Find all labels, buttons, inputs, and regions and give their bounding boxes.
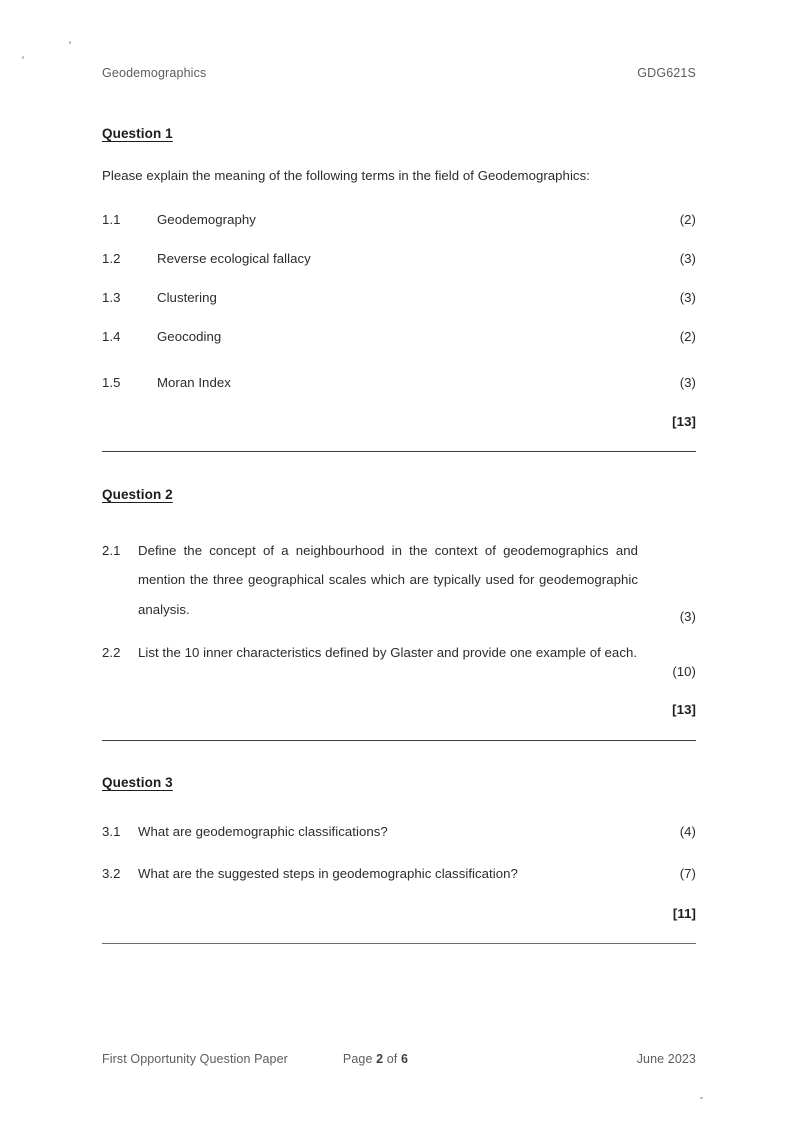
footer-page-indicator — [288, 1052, 637, 1066]
item-marks: (3) — [679, 375, 696, 390]
question-1-total: [13] — [672, 414, 696, 429]
question-item-1-1 — [102, 212, 696, 227]
question-block-2 — [102, 487, 696, 717]
question-2-total: [13] — [672, 702, 696, 718]
item-marks: (2) — [679, 212, 696, 227]
item-text: Moran Index — [157, 375, 231, 390]
item-text: Clustering — [157, 290, 217, 305]
question-block-1 — [102, 126, 696, 429]
section-divider-1 — [102, 451, 696, 452]
question-item-2-2 — [102, 643, 696, 681]
footer-page-total: 6 — [400, 1052, 408, 1066]
item-marks: (7) — [679, 866, 696, 882]
item-marks: (10) — [672, 663, 696, 679]
question-block-3 — [102, 775, 696, 921]
item-text: What are the suggested steps in geodemographic classification? — [138, 866, 518, 882]
page-footer — [102, 1052, 696, 1066]
question-item-3-1 — [102, 824, 696, 839]
item-text: Geodemography — [157, 212, 256, 227]
question-3-total: [11] — [672, 906, 696, 922]
item-marks: (3) — [679, 290, 696, 305]
item-text: Define the concept of a neighbourhood in the context of geodemographics and mention the three geographical scales which are typically used for geodemographic analysis. — [138, 543, 638, 617]
footer-page-number: 2 — [376, 1052, 384, 1066]
footer-paper-type: First Opportunity Question Paper — [102, 1052, 288, 1066]
item-text: Geocoding — [157, 329, 222, 344]
question-3-heading: Question 3 — [102, 775, 173, 791]
item-number: 3.1 — [102, 824, 121, 840]
item-text: What are geodemographic classifications? — [138, 824, 388, 840]
item-marks: (4) — [679, 824, 696, 840]
scan-speck — [700, 1097, 703, 1099]
header-course-code: GDG621S — [637, 66, 696, 80]
scan-speck — [22, 56, 25, 59]
question-content — [102, 126, 696, 944]
question-2-heading: Question 2 — [102, 487, 173, 502]
item-number: 1.5 — [102, 375, 121, 390]
item-text: List the 10 inner characteristics defined by Glaster and provide one example of each. — [138, 644, 638, 660]
item-number: 1.2 — [102, 251, 121, 266]
question-item-1-4 — [102, 329, 696, 344]
item-number: 2.1 — [102, 543, 121, 558]
footer-date: June 2023 — [636, 1052, 696, 1066]
item-number: 3.2 — [102, 866, 121, 882]
item-number: 1.1 — [102, 212, 121, 227]
item-marks: (3) — [679, 251, 696, 266]
header-subject: Geodemographics — [102, 66, 207, 80]
item-marks: (2) — [679, 329, 696, 344]
item-number: 2.2 — [102, 644, 121, 660]
question-item-1-2 — [102, 251, 696, 266]
item-number: 1.3 — [102, 290, 121, 305]
running-head — [102, 66, 696, 80]
section-divider-2 — [102, 740, 696, 741]
question-item-1-5 — [102, 375, 696, 390]
footer-page-prefix: Page — [342, 1052, 373, 1066]
section-divider-3 — [102, 943, 696, 944]
question-1-lead-in: Please explain the meaning of the following terms in the field of Geodemographics: — [102, 168, 590, 183]
footer-page-of: of — [386, 1052, 398, 1066]
question-item-2-1 — [102, 536, 696, 624]
question-item-3-2 — [102, 866, 696, 881]
item-text: Reverse ecological fallacy — [157, 251, 311, 266]
question-1-heading: Question 1 — [102, 126, 173, 141]
item-marks: (3) — [679, 608, 696, 624]
question-item-1-3 — [102, 290, 696, 305]
scan-speck — [69, 41, 72, 45]
item-number: 1.4 — [102, 329, 121, 344]
